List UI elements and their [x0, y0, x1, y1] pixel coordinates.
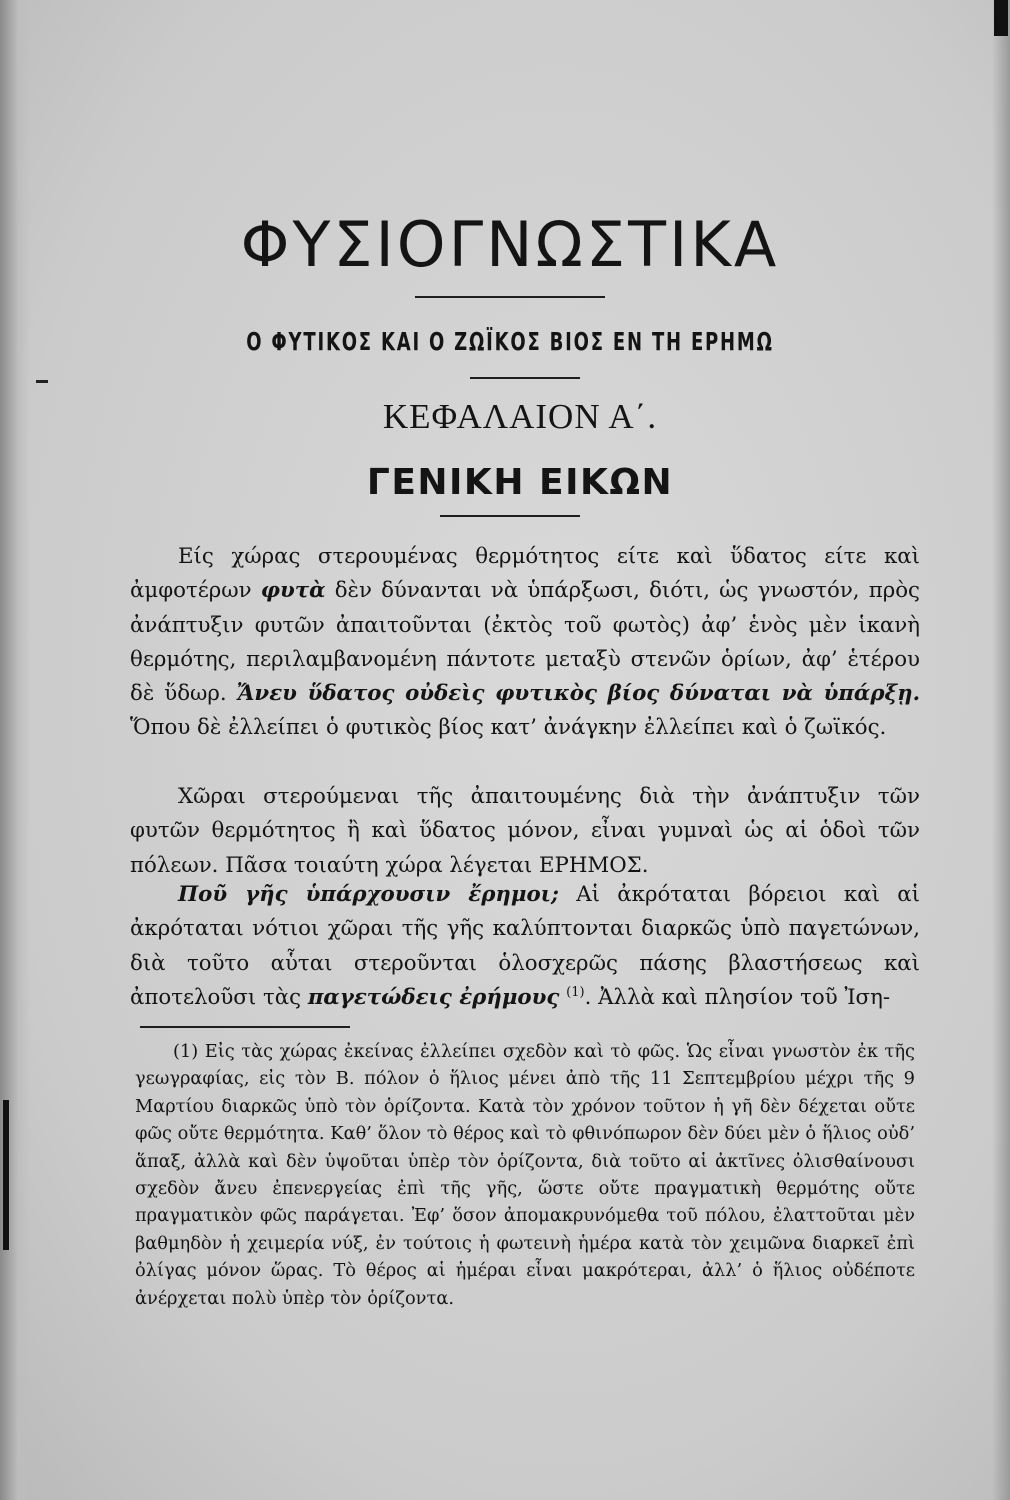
page-shadow-left — [0, 0, 30, 1500]
footnote-reference: (1) — [566, 984, 585, 1000]
paragraph-1-text: δὲν δύνανται νὰ ὑπάρξωσι, διότι, ὡς γνωστόν, πρὸς ἀνάπτυξιν φυτῶν ἀπαιτοῦνται (ἐκτὸς τοῦ φωτὸς) ἀφ’ ἑνὸς μὲν ἱκανὴ θερμότης, περιλαμβανομένη πάντοτε μεταξὺ στενῶν ὁρίων, ἀφ’ ἑτέρου δὲ ὕδωρ. — [130, 578, 920, 707]
page-subtitle: Ο ΦΥΤΙΚΟΣ ΚΑΙ Ο ΖΩΪΚΟΣ ΒΙΟΣ ΕΝ ΤΗ ΕΡΗΜΩ — [246, 327, 774, 356]
paragraph-3-text: Αἱ ἀκρόταται βόρειοι καὶ αἱ ἀκρόταται νότιοι χῶραι τῆς γῆς καλύπτονται διαρκῶς ὑπὸ παγετώνων, διὰ τοῦτο αὗται στεροῦνται ὁλοσχερῶς πάσης βλαστήσεως καὶ ἀποτελοῦσι τὰς — [130, 882, 920, 1010]
section-heading: ΓΕΝΙΚΗ ΕΙΚΩΝ — [366, 462, 674, 503]
section-divider — [440, 515, 580, 517]
scan-edge-mark — [994, 0, 1008, 36]
title-divider — [415, 296, 605, 298]
subtitle-divider — [470, 377, 580, 379]
chapter-heading: ΚΕΦΑΛΑΙΟΝ Α΄. — [382, 397, 658, 436]
paragraph-1 — [130, 540, 920, 746]
paragraph-1-text: Είς χώρας στερουμένας θερμότητος είτε καὶ ὕδατος είτε καὶ ἀμφοτέρων — [130, 544, 920, 604]
paragraph-3 — [130, 878, 920, 1015]
paragraph-3-text: . Ἀλλὰ καὶ πλησίον τοῦ Ἰση- — [584, 984, 891, 1010]
page-title: ΦΥΣΙΟΓΝΩΣΤΙΚΑ — [240, 208, 780, 281]
scan-edge-mark-left — [3, 1100, 9, 1250]
paragraph-1-emphasis: Ἄνευ ὕδατος οὐδεὶς φυτικὸς βίος δύναται νὰ ὑπάρξῃ. — [236, 681, 920, 707]
footnote: (1) Εἰς τὰς χώρας ἐκείνας ἐλλείπει σχεδὸν καὶ τὸ φῶς. Ὡς εἶναι γνωστὸν ἐκ τῆς γεωγραφίας, εἰς τὸν Β. πόλον ὁ ἥλιος μένει ἀπὸ τῆς 11 Σεπτεμβρίου μέχρι τῆς 9 Μαρτίου διαρκῶς ὑπὸ τὸν ὁρίζοντα. Κατὰ τὸν χρόνον τοῦτον ἡ γῆ δὲν δέχεται οὔτε φῶς οὔτε θερμότητα. Καθ’ ὅλον τὸ θέρος καὶ τὸ φθινόπωρον δὲν δύει μὲν ὁ ἥλιος οὐδ’ ἅπαξ, ἀλλὰ καὶ δὲν ὑψοῦται ὑπὲρ τὸν ὁρίζοντα, διὰ τοῦτο αἱ ἀκτῖνες ὀλισθαίνουσι σχεδὸν ἄνευ ἐπενεργείας ἐπὶ τῆς γῆς, ὥστε οὔτε πραγματικὴ θερμότης οὔτε πραγματικὸν φῶς παράγεται. Ἐφ’ ὅσον ἀπομακρυνόμεθα τοῦ πόλου, ἐλαττοῦται μὲν βαθμηδὸν ἡ χειμερία νύξ, ἐν τούτοις ἡ φωτεινὴ ἡμέρα κατὰ τὸν χειμῶνα διαρκεῖ ἐπὶ ὀλίγας μόνον ὥρας. Τὸ θέρος αἱ ἡμέραι εἶναι μακρότεραι, ἀλλ’ ὁ ἥλιος οὐδέποτε ἀνέρχεται πολὺ ὑπὲρ τὸν ὁρίζοντα. — [135, 1041, 915, 1309]
page-shadow-right — [992, 0, 1010, 1500]
paragraph-1-emphasis: φυτὰ — [260, 578, 326, 604]
paragraph-1-text: Ὅπου δὲ ἐλλείπει ὁ φυτικὸς βίος κατ’ ἀνάγκην ἐλλείπει καὶ ὁ ζωϊκός. — [130, 715, 887, 741]
paragraph-2-text: Χῶραι στερούμεναι τῆς ἀπαιτουμένης διὰ τὴν ἀνάπτυξιν τῶν φυτῶν θερμότητος ἢ καὶ ὕδατος μόνον, εἶναι γυμναὶ ὡς αἱ ὁδοὶ τῶν πόλεων. Πᾶσα τοιαύτη χώρα λέγεται ΕΡΗΜΟΣ. — [130, 784, 920, 878]
paragraph-3-emphasis: παγετώδεις ἐρήμους — [307, 984, 560, 1010]
margin-mark — [36, 380, 48, 383]
paragraph-2 — [130, 780, 920, 883]
paragraph-3-emphasis: Ποῦ γῆς ὑπάρχουσιν ἔρημοι; — [178, 882, 559, 907]
footnote-divider — [140, 1026, 350, 1028]
